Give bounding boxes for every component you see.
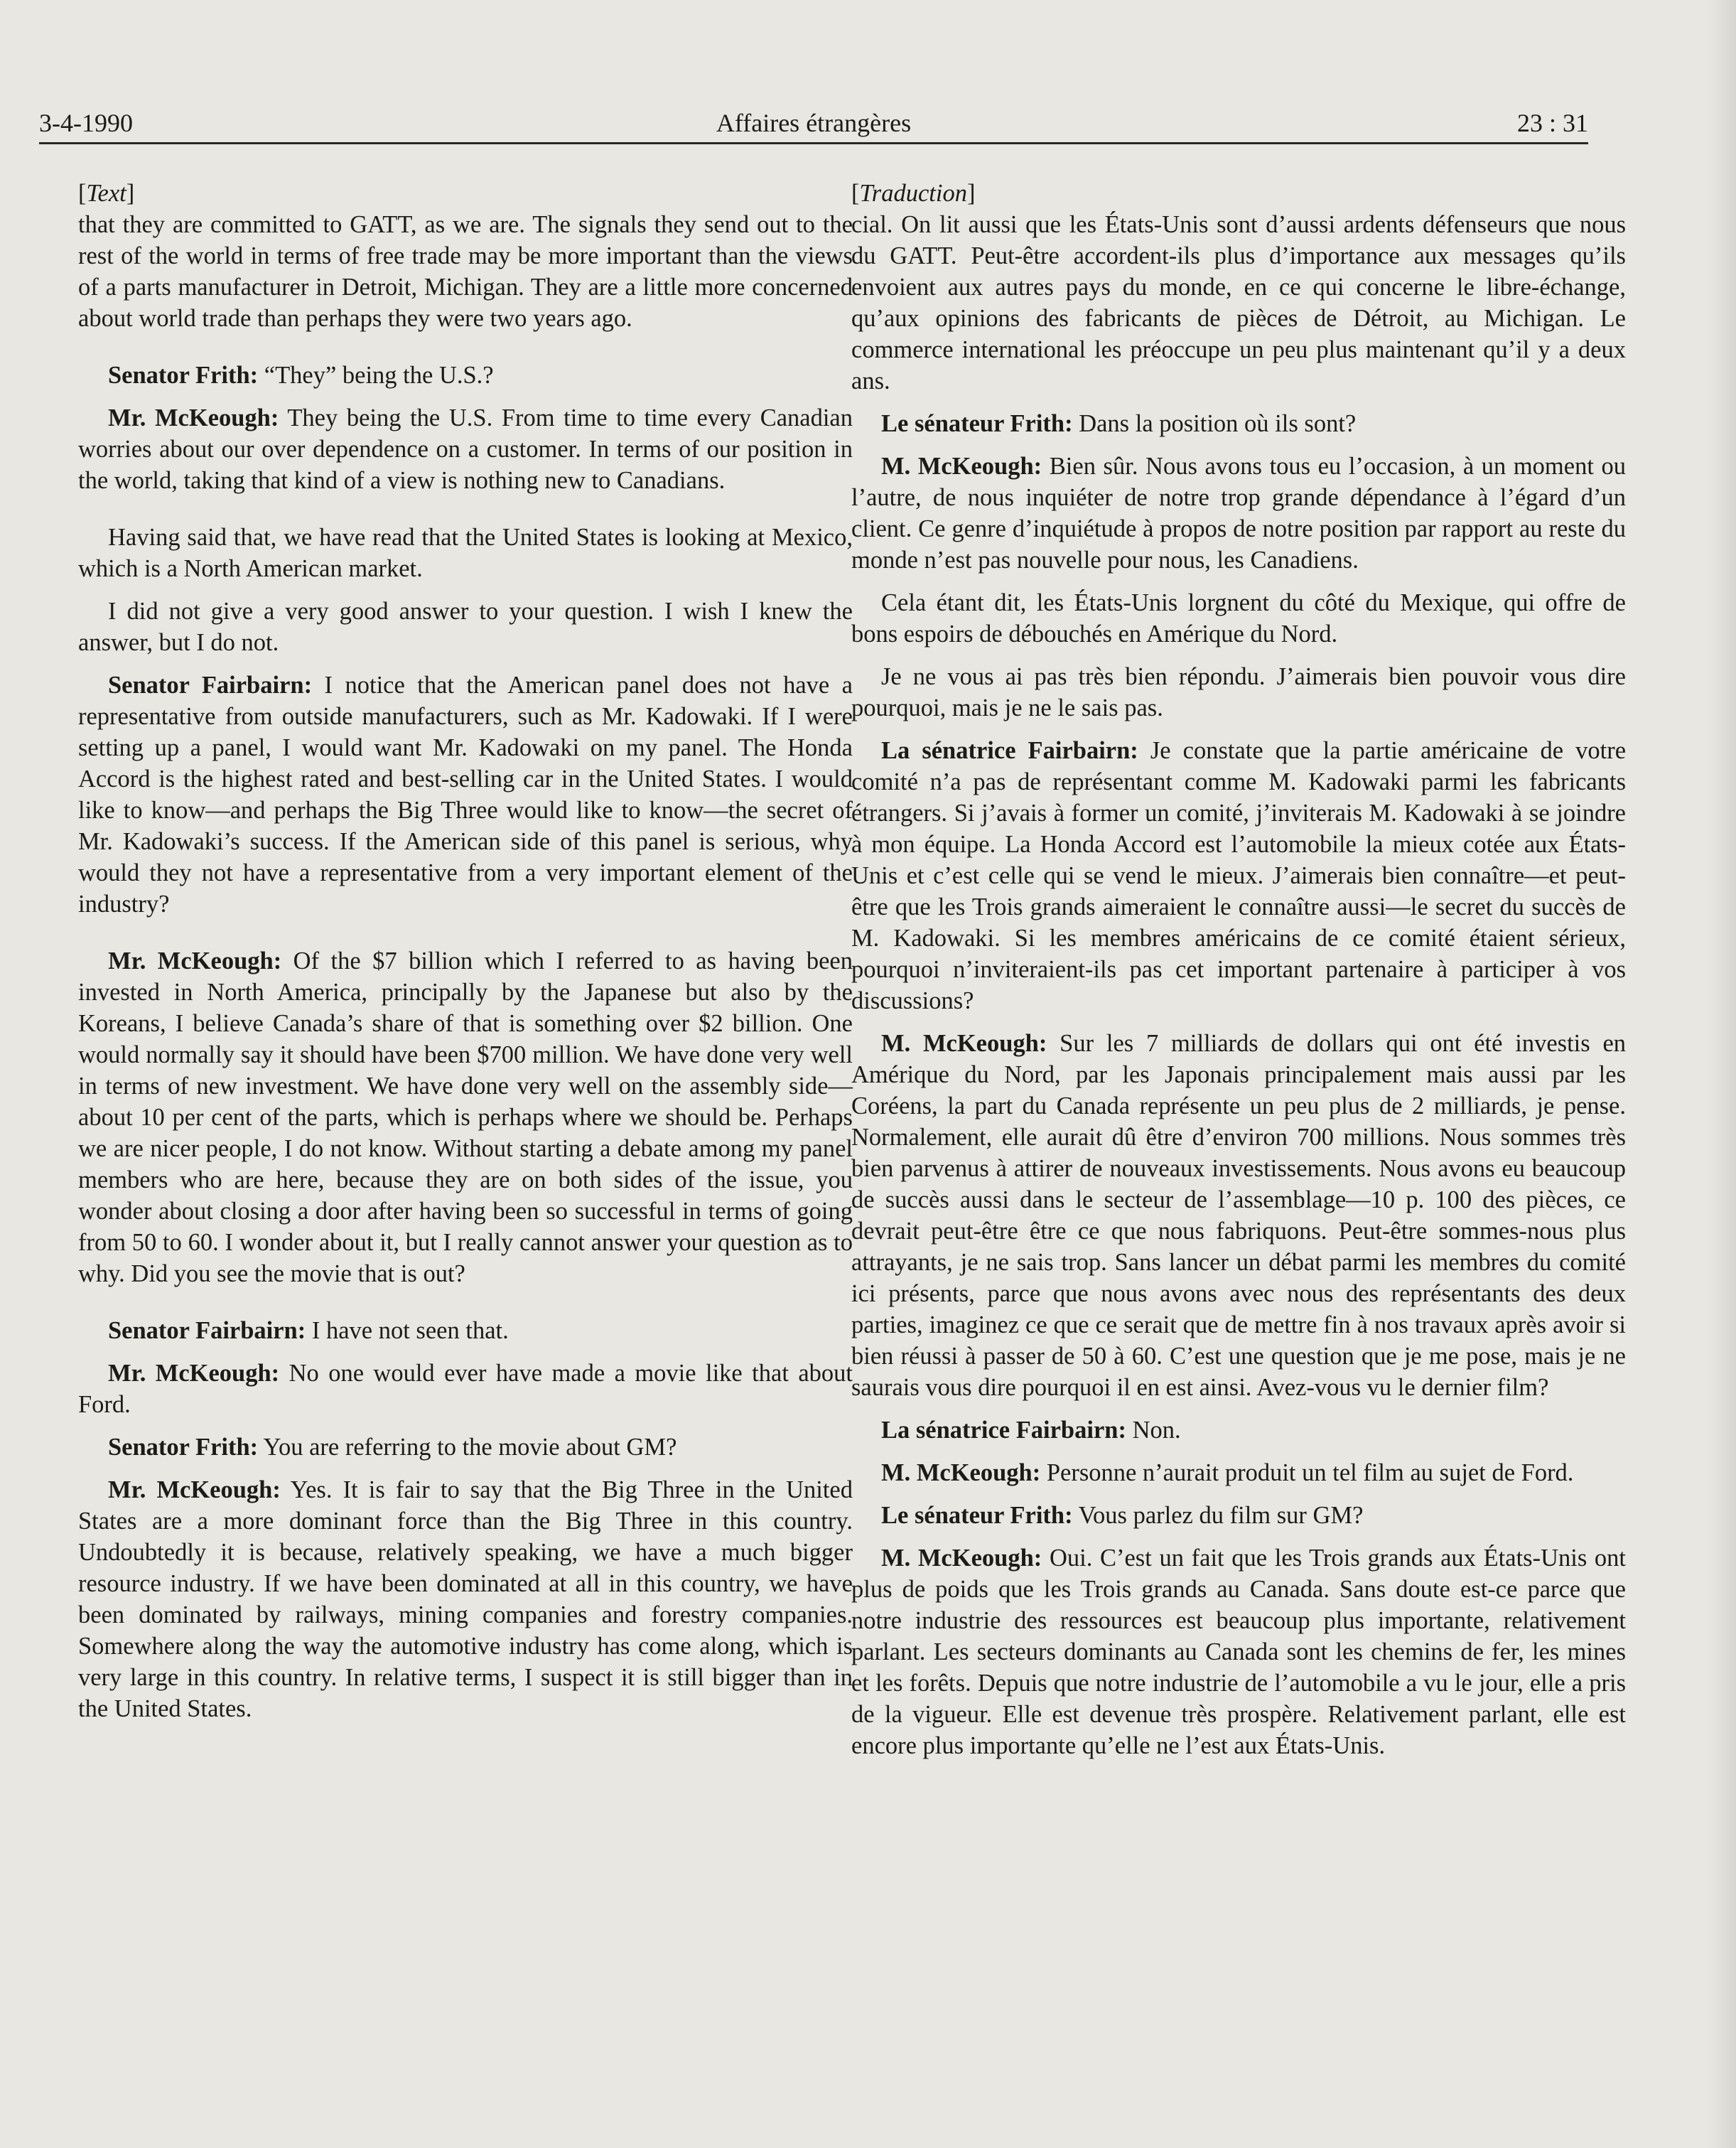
paragraph: Mr. McKeough: Of the $7 billion which I referred to as having been invested in North America, principally by the Japanese but also by the Koreans, I believe Canada’s share of that is something over $2 billion. One would normally say it should have been $700 million. We have done very well in terms of new investment. We have done very well on the assembly side—about 10 per cent of the parts, which is perhaps where we should be. Perhaps we are nicer people, I do not know. Without starting a debate among my panel members who are here, because they are on both sides of the issue, you wonder about closing a door after having been so successful in terms of going from 50 to 60. I wonder about it, but I really cannot answer your question as to why. Did you see the movie that is out? <box>78 947 853 1287</box>
speaker: Mr. McKeough: <box>108 947 282 974</box>
paragraph: that they are committed to GATT, as we are. The signals they send out to the rest of the world in terms of free trade may be more important than the views of a parts manufacturer in Detroit, Michigan. They are a little more concerned about world trade than perhaps they were two years ago. <box>78 211 853 332</box>
paragraph: Le sénateur Frith: Dans la position où ils sont? <box>881 410 1357 437</box>
paragraph: Je ne vous ai pas très bien répondu. J’aimerais bien pouvoir vous dire pourquoi, mais je ne le sais pas. <box>851 663 1626 721</box>
column-label: [Text] <box>78 180 135 207</box>
speaker: Senator Frith: <box>108 362 259 389</box>
column-french <box>851 178 1626 1773</box>
column-label: [Traduction] <box>851 180 976 207</box>
paragraph: M. McKeough: Sur les 7 milliards de dollars qui ont été investis en Amérique du Nord, par les Japonais principalement mais aussi par les Coréens, la part du Canada représente un peu plus de 2 milliards, je pense. Normalement, elle aurait dû être d’environ 700 millions. Nous sommes très bien parvenus à attirer de nouveaux investissements. Nous avons eu beaucoup de succès aussi dans le secteur de l’assemblage—10 p. 100 des pièces, ce devrait peut-être être ce que nous fabriquons. Peut-être sommes-nous plus attrayants, je ne sais trop. Sans lancer un débat parmi les membres du comité ici présents, parce que nous avons avec nous des représentants des deux parties, imaginez ce que ce serait que de mettre fin à nos travaux après avoir si bien réussi à passer de 50 à 60. C’est une question que je me pose, mais je ne saurais vous dire pourquoi il en est ainsi. Avez-vous vu le dernier film? <box>851 1030 1627 1401</box>
speaker: Mr. McKeough: <box>108 1360 280 1387</box>
header-title: Affaires étrangères <box>716 109 912 137</box>
speaker: M. McKeough: <box>881 1459 1041 1486</box>
paragraph: I did not give a very good answer to your question. I wish I knew the answer, but I do not. <box>78 598 853 656</box>
speaker: Le sénateur Frith: <box>881 1502 1073 1529</box>
speaker: Le sénateur Frith: <box>881 410 1073 437</box>
speaker: M. McKeough: <box>881 1545 1042 1572</box>
speaker: La sénatrice Fairbairn: <box>881 1417 1126 1444</box>
speaker: Mr. McKeough: <box>108 404 279 431</box>
paragraph: Having said that, we have read that the United States is looking at Mexico, which is a North American market. <box>78 524 853 582</box>
paragraph: Senator Fairbairn: I have not seen that. <box>108 1317 509 1344</box>
paragraph: cial. On lit aussi que les États-Unis sont d’aussi ardents défenseurs que nous du GATT. Peut-être accordent-ils plus d’importance aux messages qu’ils envoient aux autres pays du monde, en ce qui concerne le libre-échange, qu’aux opinions des fabricants de pièces de Détroit, au Michigan. Le commerce international les préoccupe un peu plus maintenant qu’il y a deux ans. <box>851 211 1626 394</box>
speaker: M. McKeough: <box>881 453 1042 480</box>
paragraph: Mr. McKeough: Yes. It is fair to say that the Big Three in the United States are a more dominant force than the Big Three in this country. Undoubtedly it is because, relatively speaking, we have a much bigger resource industry. If we have been dominated at all in this country, we have been dominated by railways, mining companies and forestry companies. Somewhere along the way the automotive industry has come along, which is very large in this country. In relative terms, I suspect it is still bigger than in the United States. <box>78 1476 853 1722</box>
speaker: Mr. McKeough: <box>108 1476 281 1503</box>
speaker: Senator Fairbairn: <box>108 672 313 699</box>
paragraph: Mr. McKeough: They being the U.S. From time to time every Canadian worries about our over dependence on a customer. In terms of our position in the world, taking that kind of a view is nothing new to Canadians. <box>78 404 853 494</box>
paragraph: Senator Fairbairn: I notice that the American panel does not have a representative from outside manufacturers, such as Mr. Kadowaki. If I were setting up a panel, I would want Mr. Kadowaki on my panel. The Honda Accord is the highest rated and best-selling car in the United States. I would like to know—and perhaps the Big Three would like to know—the secret of Mr. Kadowaki’s success. If the American side of this panel is serious, why would they not have a representative from a very important element of the industry? <box>78 672 853 918</box>
speaker: Senator Frith: <box>108 1434 259 1461</box>
paragraph: La sénatrice Fairbairn: Non. <box>881 1417 1181 1444</box>
paragraph: Cela étant dit, les États-Unis lorgnent du côté du Mexique, qui offre de bons espoirs de débouchés en Amérique du Nord. <box>851 589 1626 648</box>
column-english <box>78 178 853 1736</box>
paragraph: La sénatrice Fairbairn: Je constate que la partie américaine de votre comité n’a pas de représentant comme M. Kadowaki parmi les fabricants étrangers. Si j’avais à former un comité, j’inviterais M. Kadowaki à se joindre à mon équipe. La Honda Accord est l’automobile la mieux cotée aux États-Unis et c’est celle qui se vend le mieux. J’aimerais bien connaître—et peut-être que les Trois grands aimeraient le connaître aussi—le secret du succès de M. Kadowaki. Si les membres américains de ce comité étaient sérieux, pourquoi n’inviteraient-ils pas cet important partenaire à participer à vos discussions? <box>851 737 1627 1014</box>
speaker: La sénatrice Fairbairn: <box>881 737 1138 764</box>
paragraph: Mr. McKeough: No one would ever have made a movie like that about Ford. <box>78 1360 853 1418</box>
speaker: M. McKeough: <box>881 1030 1047 1057</box>
header-date: 3-4-1990 <box>39 109 133 137</box>
paragraph: M. McKeough: Personne n’aurait produit un tel film au sujet de Ford. <box>881 1459 1574 1486</box>
header-page-number: 23 : 31 <box>1516 109 1588 137</box>
page-header <box>39 92 1588 144</box>
paragraph: Senator Frith: You are referring to the movie about GM? <box>108 1434 677 1461</box>
speaker: Senator Fairbairn: <box>108 1317 306 1344</box>
paragraph: Senator Frith: “They” being the U.S.? <box>108 362 494 389</box>
paragraph: Le sénateur Frith: Vous parlez du film sur GM? <box>881 1502 1364 1529</box>
paragraph: M. McKeough: Bien sûr. Nous avons tous eu l’occasion, à un moment ou l’autre, de nous inquiéter de notre trop grande dépendance à l’égard d’un client. Ce genre d’inquiétude à propos de notre position par rapport au reste du monde n’est pas nouvelle pour nous, les Canadiens. <box>851 453 1627 574</box>
paragraph: M. McKeough: Oui. C’est un fait que les Trois grands aux États-Unis ont plus de poids que les Trois grands au Canada. Sans doute est-ce parce que notre industrie des ressources est beaucoup plus importante, relativement parlant. Les secteurs dominants au Canada sont les chemins de fer, les mines et les forêts. Depuis que notre industrie de l’automobile a vu le jour, elle a pris de la vigueur. Elle est devenue très prospère. Relativement parlant, elle est encore plus importante qu’elle ne l’est aux États-Unis. <box>851 1545 1627 1759</box>
